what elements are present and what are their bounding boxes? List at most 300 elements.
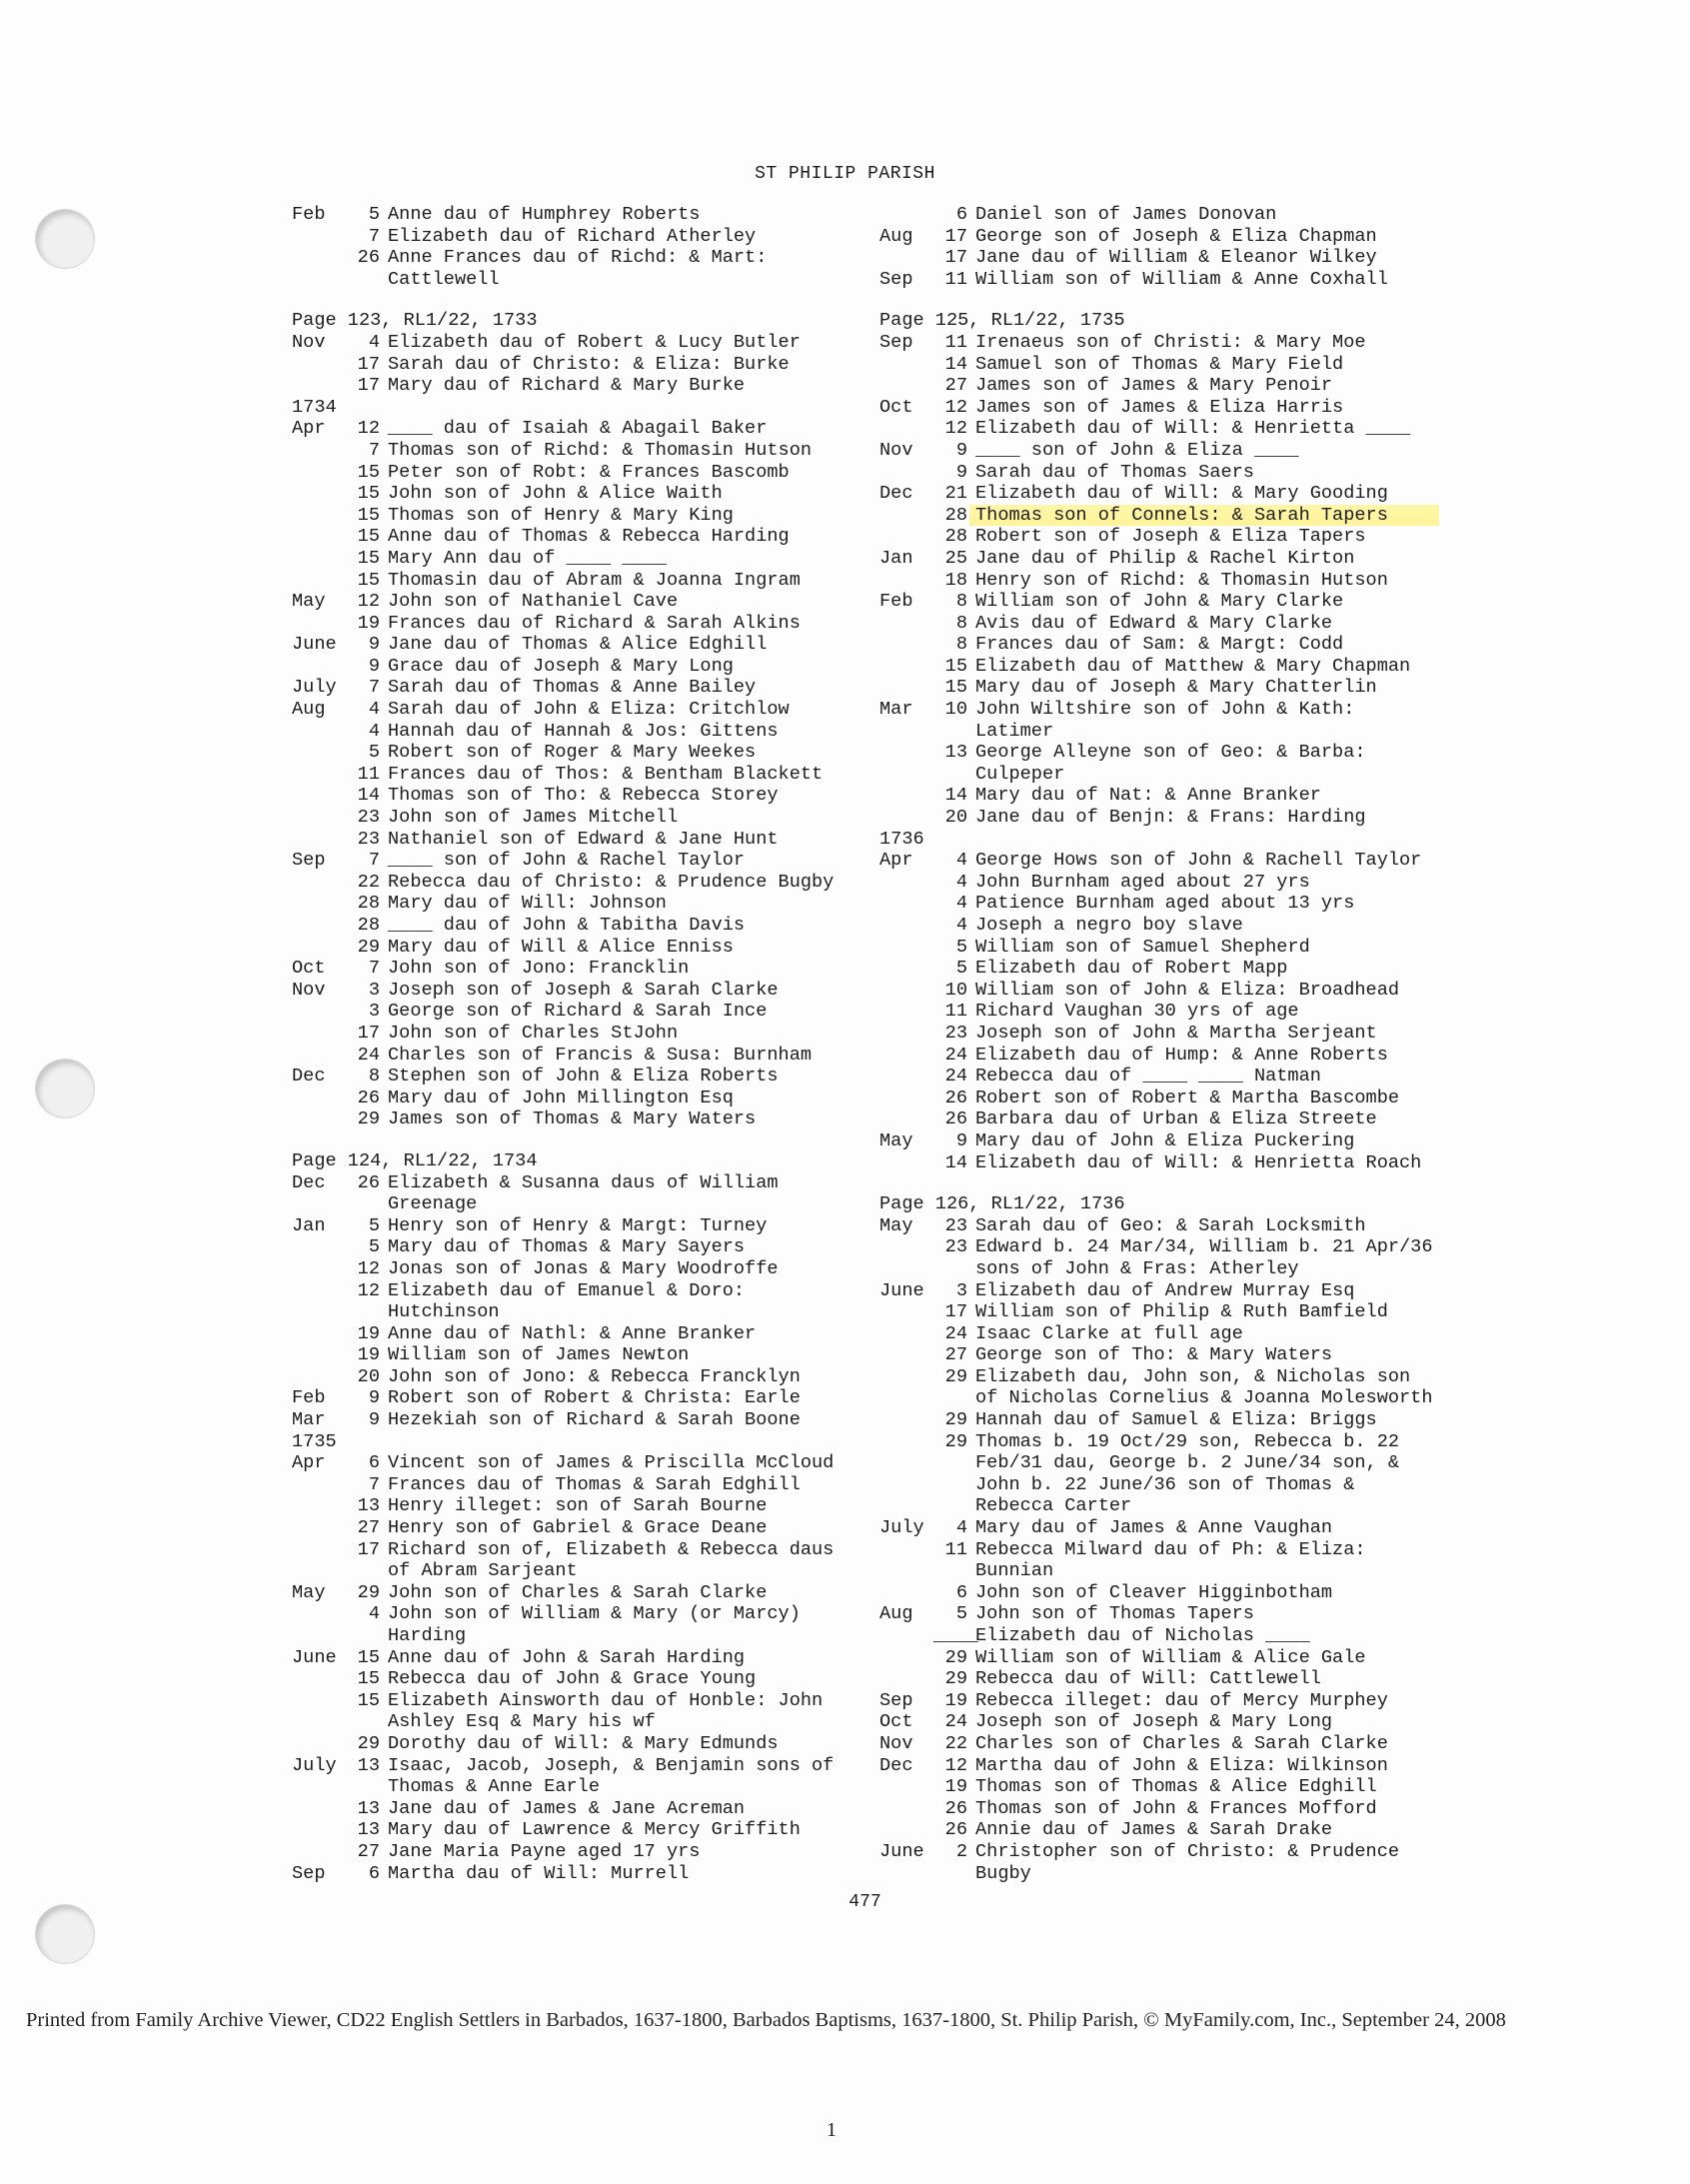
entry-text: George son of Tho: & Mary Waters bbox=[975, 1344, 1333, 1366]
baptism-entry bbox=[292, 1711, 851, 1733]
entry-text: Robert son of Robert & Christa: Earle bbox=[388, 1387, 801, 1409]
entry-month bbox=[879, 1301, 933, 1323]
entry-month bbox=[292, 1323, 346, 1345]
section-heading-text: Page 123, RL1/22, 1733 bbox=[292, 310, 538, 332]
entry-month bbox=[879, 807, 933, 829]
entry-day bbox=[346, 1301, 388, 1323]
baptism-entry bbox=[292, 850, 851, 872]
entry-text: Isaac, Jacob, Joseph, & Benjamin sons of bbox=[388, 1754, 835, 1776]
entry-day: 8 bbox=[955, 634, 967, 656]
baptism-entry bbox=[879, 1841, 1439, 1863]
entry-text: William son of Samuel Shepherd bbox=[975, 936, 1310, 958]
entry-text: John Wiltshire son of John & Kath: bbox=[975, 699, 1355, 721]
page-number: 477 bbox=[848, 1892, 881, 1912]
entry-text: Barbara dau of Urban & Eliza Streete bbox=[975, 1108, 1377, 1130]
entry-day: 19 bbox=[944, 1776, 967, 1798]
baptism-entry bbox=[292, 1280, 851, 1302]
entry-text: Thomas son of Thomas & Alice Edghill bbox=[975, 1776, 1377, 1798]
entry-month: Apr bbox=[879, 850, 913, 872]
entry-month: Aug bbox=[879, 1603, 913, 1625]
punch-hole-top bbox=[36, 210, 94, 268]
entry-month bbox=[879, 1625, 933, 1647]
baptism-entry bbox=[292, 1215, 851, 1237]
entry-day: 19 bbox=[944, 1689, 967, 1711]
entry-day: 12 bbox=[944, 1754, 967, 1776]
entry-month: June bbox=[879, 1840, 924, 1862]
entry-month: Dec bbox=[879, 1754, 913, 1776]
entry-day: 27 bbox=[944, 375, 967, 397]
entry-text: Henry son of Henry & Margt: Turney bbox=[388, 1214, 768, 1236]
entry-month: Sep bbox=[879, 1689, 913, 1711]
entry-month bbox=[292, 1819, 346, 1841]
entry-day: 29 bbox=[944, 1365, 967, 1387]
page-title: ST PHILIP PARISH bbox=[755, 164, 935, 184]
entry-text: Hannah dau of Samuel & Eliza: Briggs bbox=[975, 1409, 1377, 1431]
entry-month bbox=[879, 1474, 933, 1496]
entry-day bbox=[346, 1193, 388, 1215]
entry-text: George son of Joseph & Eliza Chapman bbox=[975, 225, 1377, 247]
entry-month bbox=[879, 1647, 933, 1669]
entry-day: 4 bbox=[955, 850, 967, 872]
entry-month: June bbox=[292, 1646, 337, 1668]
baptism-entry bbox=[879, 764, 1439, 786]
section-heading bbox=[879, 310, 1439, 332]
entry-day: 23 bbox=[944, 1236, 967, 1258]
entry-text: William son of John & Mary Clarke bbox=[975, 591, 1344, 613]
entry-day: 13 bbox=[357, 1819, 380, 1841]
entry-day: 11 bbox=[944, 1538, 967, 1560]
entry-text: Robert son of Roger & Mary Weekes bbox=[388, 742, 757, 764]
entry-month bbox=[879, 1152, 933, 1174]
baptism-entry bbox=[292, 1603, 851, 1625]
entry-month bbox=[292, 937, 346, 959]
baptism-entry bbox=[879, 548, 1439, 570]
entry-month bbox=[879, 656, 933, 678]
punch-hole-middle bbox=[36, 1060, 94, 1117]
entry-month bbox=[292, 1001, 346, 1023]
entry-month bbox=[292, 1841, 346, 1863]
baptism-entry bbox=[879, 1755, 1439, 1777]
baptism-entry bbox=[879, 1088, 1439, 1109]
baptism-entry bbox=[879, 1023, 1439, 1045]
entry-text: Sarah dau of John & Eliza: Critchlow bbox=[388, 699, 790, 721]
entry-month bbox=[292, 1625, 346, 1647]
baptism-entry bbox=[879, 1495, 1439, 1517]
baptism-entry bbox=[292, 980, 851, 1002]
baptism-entry bbox=[292, 1066, 851, 1088]
entry-month bbox=[292, 1474, 346, 1496]
baptism-entry bbox=[879, 1539, 1439, 1561]
entry-month bbox=[292, 226, 346, 248]
entry-day: 8 bbox=[368, 1066, 380, 1088]
entry-day: 23 bbox=[944, 1022, 967, 1044]
entry-day: 7 bbox=[368, 850, 380, 872]
entry-day: 13 bbox=[357, 1797, 380, 1819]
entry-month bbox=[879, 418, 933, 440]
entry-text: Stephen son of John & Eliza Roberts bbox=[388, 1066, 779, 1088]
entry-day: 17 bbox=[944, 1301, 967, 1323]
baptism-entry bbox=[292, 829, 851, 851]
entry-day: 19 bbox=[357, 1322, 380, 1344]
entry-text: Christopher son of Christo: & Prudence bbox=[975, 1840, 1400, 1862]
entry-text: Sarah dau of Geo: & Sarah Locksmith bbox=[975, 1214, 1366, 1236]
entry-text: Elizabeth & Susanna daus of William bbox=[388, 1171, 779, 1193]
entry-day: 15 bbox=[944, 677, 967, 699]
entry-month bbox=[292, 247, 346, 269]
entry-text: Mary dau of James & Anne Vaughan bbox=[975, 1517, 1333, 1539]
entry-text: Mary dau of Lawrence & Mercy Griffith bbox=[388, 1819, 801, 1841]
baptism-entry bbox=[879, 1258, 1439, 1280]
entry-text: John son of James Mitchell bbox=[388, 807, 679, 829]
entry-month: Oct bbox=[879, 396, 913, 418]
entry-month bbox=[292, 1366, 346, 1388]
baptism-entry bbox=[292, 332, 851, 354]
entry-day: 17 bbox=[357, 1538, 380, 1560]
entry-text: Sarah dau of Christo: & Eliza: Burke bbox=[388, 353, 790, 375]
entry-day bbox=[933, 1452, 975, 1474]
entry-day: 11 bbox=[944, 268, 967, 290]
entry-month bbox=[879, 1088, 933, 1109]
entry-text: Frances dau of Sam: & Margt: Codd bbox=[975, 634, 1344, 656]
baptism-entry bbox=[879, 332, 1439, 354]
baptism-entry bbox=[292, 1755, 851, 1777]
entry-month bbox=[879, 1863, 933, 1885]
entry-month bbox=[879, 785, 933, 807]
entry-text: sons of John & Fras: Atherley bbox=[975, 1257, 1299, 1279]
entry-text: Elizabeth dau of Richard Atherley bbox=[388, 225, 757, 247]
entry-day: 15 bbox=[357, 1689, 380, 1711]
entry-day: 25 bbox=[944, 547, 967, 569]
entry-day: 29 bbox=[357, 936, 380, 958]
entry-text: William son of Philip & Ruth Bamfield bbox=[975, 1301, 1388, 1323]
baptism-entry bbox=[879, 1409, 1439, 1431]
entry-day: 10 bbox=[944, 979, 967, 1001]
entry-text: Bugby bbox=[975, 1862, 1031, 1884]
right-register-column bbox=[879, 204, 1439, 1884]
entry-text: John son of William & Mary (or Marcy) bbox=[388, 1603, 801, 1625]
entry-text: Mary dau of Thomas & Mary Sayers bbox=[388, 1236, 746, 1258]
entry-day: 29 bbox=[944, 1668, 967, 1690]
entry-day: 18 bbox=[944, 569, 967, 591]
baptism-entry bbox=[292, 204, 851, 226]
entry-month bbox=[879, 1776, 933, 1798]
entry-text: Samuel son of Thomas & Mary Field bbox=[975, 353, 1344, 375]
entry-text: Ashley Esq & Mary his wf bbox=[388, 1711, 656, 1733]
entry-text: Thomas b. 19 Oct/29 son, Rebecca b. 22 bbox=[975, 1430, 1400, 1452]
entry-month bbox=[879, 1409, 933, 1431]
baptism-entry bbox=[879, 634, 1439, 656]
baptism-entry bbox=[292, 418, 851, 440]
entry-month bbox=[292, 1603, 346, 1625]
entry-text: Feb/31 dau, George b. 2 June/34 son, & bbox=[975, 1452, 1400, 1474]
baptism-entry bbox=[292, 634, 851, 656]
baptism-entry bbox=[879, 1452, 1439, 1474]
entry-day: 13 bbox=[357, 1495, 380, 1517]
baptism-entry bbox=[292, 375, 851, 397]
entry-day: 24 bbox=[944, 1711, 967, 1733]
baptism-entry bbox=[292, 247, 851, 269]
sheet-number: 1 bbox=[827, 2119, 837, 2141]
baptism-entry bbox=[879, 1711, 1439, 1733]
baptism-entry bbox=[292, 440, 851, 462]
entry-text: ____ dau of John & Tabitha Davis bbox=[388, 915, 746, 936]
baptism-entry bbox=[879, 1819, 1439, 1841]
entry-text: Rebecca illeget: dau of Mercy Murphey bbox=[975, 1689, 1388, 1711]
entry-month bbox=[292, 893, 346, 915]
entry-text: Mary dau of Will & Alice Enniss bbox=[388, 936, 734, 958]
baptism-entry bbox=[879, 785, 1439, 807]
entry-text: John son of Charles & Sarah Clarke bbox=[388, 1581, 768, 1603]
entry-month bbox=[292, 1236, 346, 1258]
entry-text: Jane Maria Payne aged 17 yrs bbox=[388, 1840, 701, 1862]
entry-day: 15 bbox=[357, 461, 380, 483]
entry-text: Rebecca Carter bbox=[975, 1495, 1132, 1517]
entry-day bbox=[933, 1387, 975, 1409]
entry-text: Jane dau of Benjn: & Frans: Harding bbox=[975, 807, 1366, 829]
baptism-entry bbox=[879, 1668, 1439, 1690]
entry-day: 11 bbox=[357, 763, 380, 785]
entry-month bbox=[879, 1431, 933, 1453]
entry-day: 5 bbox=[368, 204, 380, 225]
baptism-entry bbox=[879, 1431, 1439, 1453]
entry-text: Harding bbox=[388, 1625, 467, 1646]
baptism-entry bbox=[879, 893, 1439, 915]
entry-text: Rebecca dau of Christo: & Prudence Bugby bbox=[388, 871, 835, 893]
baptism-entry bbox=[879, 1215, 1439, 1237]
entry-day: 14 bbox=[944, 1151, 967, 1173]
baptism-entry bbox=[292, 1387, 851, 1409]
entry-text: Isaac Clarke at full age bbox=[975, 1322, 1243, 1344]
entry-day: 26 bbox=[944, 1797, 967, 1819]
baptism-entry bbox=[292, 354, 851, 376]
entry-month bbox=[879, 1236, 933, 1258]
entry-day: 5 bbox=[368, 1214, 380, 1236]
entry-month bbox=[879, 1258, 933, 1280]
entry-text: Charles son of Francis & Susa: Burnham bbox=[388, 1044, 813, 1066]
entry-month bbox=[292, 1108, 346, 1130]
entry-month bbox=[879, 1344, 933, 1366]
entry-text: Frances dau of Richard & Sarah Alkins bbox=[388, 612, 801, 634]
entry-day: 7 bbox=[368, 1473, 380, 1495]
entry-text: Nathaniel son of Edward & Jane Hunt bbox=[388, 828, 779, 850]
baptism-entry bbox=[292, 1409, 851, 1431]
entry-text: Elizabeth dau of Robert Mapp bbox=[975, 958, 1288, 980]
entry-text: Jane dau of Philip & Rachel Kirton bbox=[975, 547, 1355, 569]
entry-day: 15 bbox=[944, 655, 967, 677]
entry-day: 21 bbox=[944, 483, 967, 505]
entry-day: 26 bbox=[944, 1108, 967, 1130]
entry-text: Daniel son of James Donovan bbox=[975, 204, 1277, 225]
baptism-entry bbox=[879, 570, 1439, 592]
section-heading bbox=[292, 1150, 851, 1172]
entry-text: Rebecca Milward dau of Ph: & Eliza: bbox=[975, 1538, 1366, 1560]
entry-day bbox=[933, 1863, 975, 1885]
baptism-entry bbox=[879, 872, 1439, 894]
entry-text: Anne dau of Thomas & Rebecca Harding bbox=[388, 526, 790, 548]
baptism-entry bbox=[292, 1193, 851, 1215]
entry-text: Greenage bbox=[388, 1193, 478, 1215]
baptism-entry bbox=[292, 1108, 851, 1130]
baptism-entry bbox=[292, 807, 851, 829]
baptism-entry bbox=[292, 1452, 851, 1474]
baptism-entry bbox=[879, 1690, 1439, 1712]
entry-month bbox=[879, 505, 933, 527]
entry-text: Edward b. 24 Mar/34, William b. 21 Apr/36 bbox=[975, 1236, 1433, 1258]
baptism-entry bbox=[292, 677, 851, 699]
entry-month bbox=[879, 1387, 933, 1409]
baptism-entry bbox=[879, 1603, 1439, 1625]
entry-month bbox=[879, 742, 933, 764]
entry-day: 26 bbox=[944, 1087, 967, 1108]
entry-day: 13 bbox=[357, 1754, 380, 1776]
baptism-entry bbox=[292, 1798, 851, 1820]
entry-text: Peter son of Robt: & Frances Bascomb bbox=[388, 461, 790, 483]
entry-day: 27 bbox=[357, 1840, 380, 1862]
entry-text: James son of James & Eliza Harris bbox=[975, 396, 1344, 418]
baptism-entry bbox=[292, 548, 851, 570]
baptism-entry bbox=[292, 1539, 851, 1561]
entry-text: Frances dau of Thomas & Sarah Edghill bbox=[388, 1473, 801, 1495]
entry-text: Avis dau of Edward & Mary Clarke bbox=[975, 612, 1333, 634]
entry-month bbox=[292, 1776, 346, 1798]
baptism-entry bbox=[292, 591, 851, 613]
entry-month bbox=[292, 1690, 346, 1712]
entry-day: 9 bbox=[955, 461, 967, 483]
baptism-entry bbox=[292, 570, 851, 592]
entry-text: Patience Burnham aged about 13 yrs bbox=[975, 893, 1355, 915]
baptism-entry bbox=[292, 1023, 851, 1045]
entry-day: 4 bbox=[955, 893, 967, 915]
section-heading-text: 1734 bbox=[292, 396, 337, 418]
baptism-entry bbox=[292, 1625, 851, 1647]
baptism-entry bbox=[292, 699, 851, 721]
baptism-entry bbox=[292, 462, 851, 484]
baptism-entry bbox=[879, 1001, 1439, 1023]
entry-text: Culpeper bbox=[975, 763, 1065, 785]
entry-text: Thomas son of Henry & Mary King bbox=[388, 504, 734, 526]
entry-text: John Burnham aged about 27 yrs bbox=[975, 871, 1310, 893]
entry-day: 14 bbox=[944, 785, 967, 807]
entry-day: 9 bbox=[368, 655, 380, 677]
entry-text: John son of John & Alice Waith bbox=[388, 483, 723, 505]
entry-month bbox=[879, 1495, 933, 1517]
baptism-entry bbox=[292, 1841, 851, 1863]
entry-day bbox=[346, 1711, 388, 1733]
entry-day: 15 bbox=[357, 1668, 380, 1690]
entry-day bbox=[346, 1560, 388, 1582]
entry-day: 4 bbox=[368, 720, 380, 742]
entry-day: 5 bbox=[955, 958, 967, 980]
entry-text: James son of Thomas & Mary Waters bbox=[388, 1108, 757, 1130]
entry-month: Apr bbox=[292, 1452, 326, 1474]
entry-day: 28 bbox=[944, 526, 967, 548]
baptism-entry bbox=[292, 613, 851, 635]
entry-text: Rebecca dau of ____ ____ Natman bbox=[975, 1066, 1321, 1088]
baptism-entry bbox=[879, 397, 1439, 419]
baptism-entry bbox=[879, 613, 1439, 635]
baptism-entry bbox=[292, 1863, 851, 1885]
entry-day: 20 bbox=[944, 807, 967, 829]
baptism-entry bbox=[879, 1366, 1439, 1388]
entry-month bbox=[292, 915, 346, 937]
entry-month bbox=[292, 1495, 346, 1517]
baptism-entry bbox=[292, 1323, 851, 1345]
entry-month bbox=[879, 1539, 933, 1561]
entry-day: 9 bbox=[368, 1387, 380, 1409]
baptism-entry bbox=[879, 354, 1439, 376]
baptism-entry bbox=[292, 1236, 851, 1258]
baptism-entry bbox=[292, 915, 851, 937]
baptism-entry bbox=[879, 1387, 1439, 1409]
baptism-entry bbox=[292, 1301, 851, 1323]
entry-text: Joseph son of Joseph & Sarah Clarke bbox=[388, 979, 779, 1001]
entry-day: ____ bbox=[933, 1625, 978, 1646]
entry-month bbox=[879, 1066, 933, 1088]
entry-text: Mary dau of John Millington Esq bbox=[388, 1087, 734, 1108]
baptism-entry bbox=[879, 1280, 1439, 1302]
entry-text: Rebecca dau of Will: Cattlewell bbox=[975, 1668, 1321, 1690]
entry-day: 27 bbox=[357, 1517, 380, 1539]
baptism-entry bbox=[879, 721, 1439, 743]
baptism-entry bbox=[879, 375, 1439, 397]
baptism-entry bbox=[879, 1108, 1439, 1130]
section-heading-text: Page 126, RL1/22, 1736 bbox=[879, 1193, 1125, 1215]
entry-day: 4 bbox=[955, 871, 967, 893]
entry-month bbox=[879, 462, 933, 484]
entry-day: 4 bbox=[955, 1517, 967, 1539]
entry-text: Cattlewell bbox=[388, 268, 500, 290]
baptism-entry bbox=[292, 226, 851, 248]
entry-day: 7 bbox=[368, 225, 380, 247]
entry-day: 29 bbox=[944, 1646, 967, 1668]
entry-day: 22 bbox=[357, 871, 380, 893]
entry-text: William son of William & Alice Gale bbox=[975, 1646, 1366, 1668]
entry-text: Elizabeth dau of Will: & Henrietta ____ bbox=[975, 418, 1411, 440]
baptism-entry bbox=[879, 742, 1439, 764]
baptism-entry bbox=[879, 204, 1439, 226]
entry-text: Hannah dau of Hannah & Jos: Gittens bbox=[388, 720, 779, 742]
baptism-entry bbox=[292, 721, 851, 743]
entry-day: 7 bbox=[368, 439, 380, 461]
baptism-entry bbox=[292, 1045, 851, 1067]
entry-month: Feb bbox=[879, 591, 913, 613]
entry-month bbox=[879, 204, 933, 226]
entry-day bbox=[346, 1776, 388, 1798]
entry-day: 11 bbox=[944, 331, 967, 353]
entry-day: 3 bbox=[955, 1279, 967, 1301]
entry-day: 28 bbox=[944, 504, 967, 526]
baptism-entry bbox=[879, 980, 1439, 1002]
entry-text: Joseph son of John & Martha Serjeant bbox=[975, 1022, 1377, 1044]
entry-text: ____ son of John & Eliza ____ bbox=[975, 439, 1299, 461]
entry-text: Latimer bbox=[975, 720, 1054, 742]
entry-text: Thomasin dau of Abram & Joanna Ingram bbox=[388, 569, 801, 591]
entry-text: John son of Thomas Tapers bbox=[975, 1603, 1254, 1625]
entry-day: 26 bbox=[357, 1171, 380, 1193]
baptism-entry bbox=[292, 1344, 851, 1366]
entry-month: July bbox=[292, 1754, 337, 1776]
entry-text: Thomas son of Richd: & Thomasin Hutson bbox=[388, 439, 813, 461]
baptism-entry bbox=[292, 1733, 851, 1755]
entry-month bbox=[292, 440, 346, 462]
entry-text: William son of James Newton bbox=[388, 1344, 690, 1366]
entry-day: 29 bbox=[944, 1409, 967, 1431]
entry-day bbox=[933, 1258, 975, 1280]
entry-text: Mary Ann dau of ____ ____ bbox=[388, 547, 667, 569]
entry-text: Joseph a negro boy slave bbox=[975, 915, 1243, 936]
entry-month bbox=[292, 483, 346, 505]
entry-text: George Hows son of John & Rachell Taylor bbox=[975, 850, 1422, 872]
